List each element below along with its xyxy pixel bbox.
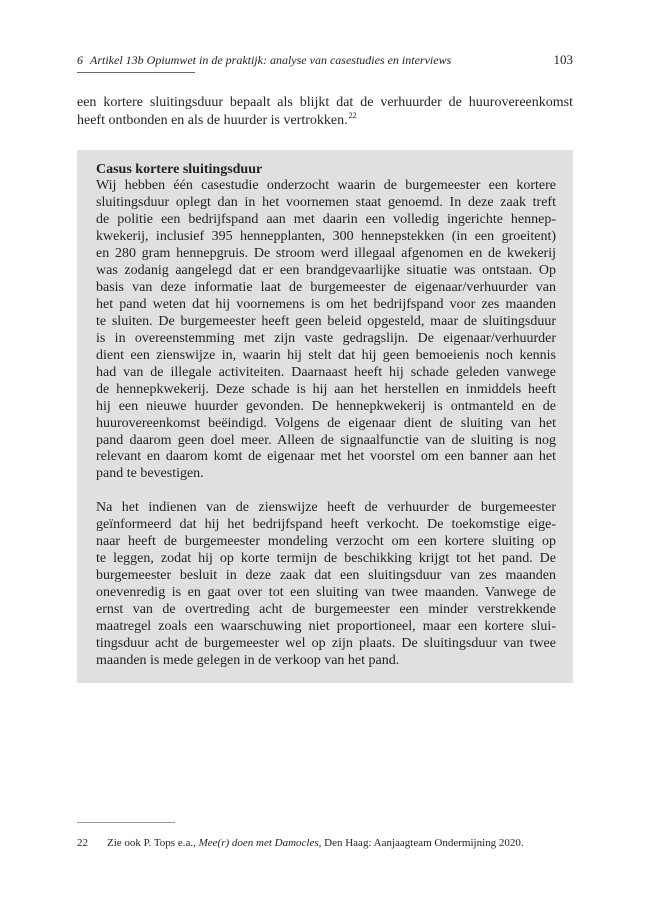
running-head xyxy=(77,52,573,68)
text-line: ernst van de overtreding acht de burgemeester een minder verstrekkende xyxy=(96,601,556,617)
running-title xyxy=(77,52,451,68)
case-paragraph xyxy=(96,178,556,483)
text-line: tingsduur acht de burgemeester wel op zijn plaats. De sluitingsduur van twee xyxy=(96,635,556,651)
footnote-cited-title: Mee(r) doen met Damocles, xyxy=(198,837,322,849)
text-line: onevenredig is en gaat over tot een sluiting van twee maanden. Vanwege de xyxy=(96,584,556,600)
footnote xyxy=(77,836,573,850)
text-line: hij een nieuwe huurder gevonden. De hennepkwekerij is ontmanteld en de xyxy=(96,398,556,414)
text-line: maanden is mede gelegen in de verkoop van het pand. xyxy=(96,652,400,668)
text-line: geïnformeerd dat hij het bedrijfspand heeft verkocht. De toekomstige eige- xyxy=(96,517,556,533)
text-line: de politie een bedrijfspand aan met daarin een volledig ingerichte hennep- xyxy=(96,212,556,228)
footnote-text xyxy=(107,836,524,850)
text-line: pand daarom geen doel meer. Alleen de signaalfunctie van de sluiting is nog xyxy=(96,432,556,448)
footnote-separator xyxy=(77,822,175,823)
text-line: pand te bevestigen. xyxy=(96,466,204,482)
running-title-text: Artikel 13b Opiumwet in de praktijk: analyse van casestudies en interviews xyxy=(90,53,452,67)
footnote-reference: 22 xyxy=(348,111,357,121)
text-line: kwekerij, inclusief 395 hennepplanten, 300 hennepstekken (in een groeitent) xyxy=(96,229,556,245)
text-line: Wij hebben één casestudie onderzocht waarin de burgemeester een kortere xyxy=(96,178,556,194)
text-line: te sluiten. De burgemeester heeft geen beleid opgesteld, maar de sluitingsduur xyxy=(96,313,556,329)
text-line: burgemeester besluit in deze zaak dat een sluitingsduur van zes maanden xyxy=(96,567,556,583)
text-line: dient een zienswijze in, waarin hij stelt dat hij geen bemoeienis noch kennis xyxy=(96,347,556,363)
text-line: de hennepkwekerij. Deze schade is hij aan het herstellen en inmiddels heeft xyxy=(96,381,556,397)
text-line: was zodanig aangelegd dat er een brandgevaarlijke situatie was ontstaan. Op xyxy=(96,263,556,279)
text-line: en 280 gram hennepgruis. De stroom werd illegaal afgenomen en de kwekerij xyxy=(96,246,556,262)
case-title: Casus kortere sluitingsduur xyxy=(96,161,263,177)
header-rule xyxy=(77,72,195,73)
footnote-number: 22 xyxy=(77,837,88,849)
intro-paragraph xyxy=(77,94,573,130)
text-line: het pand weten dat hij voornemens is om het bedrijfspand voor zes maanden xyxy=(96,297,556,312)
text-line: te leggen, zodat hij op korte termijn de beschikking krijgt tot het pand. De xyxy=(96,551,556,567)
text-line: is in overeenstemming met zijn vaste gedragslijn. De eigenaar/verhuurder xyxy=(96,330,556,346)
text-line-content: heeft ontbonden en als de huurder is vertrokken. xyxy=(77,113,348,128)
case-content xyxy=(96,162,556,670)
text-line: relevant en daarom komt de eigenaar met het voorstel om een banner aan het xyxy=(96,449,556,465)
text-line: had van de illegale activiteiten. Daarnaast heeft hij schade geleden vanwege xyxy=(96,364,556,380)
chapter-number: 6 xyxy=(77,53,83,67)
text-line: een kortere sluitingsduur bepaalt als blijkt dat de verhuurder de huurovereenkomst xyxy=(77,95,573,110)
text-line: sluitingsduur oplegt dan in het voornemen staat genoemd. In deze zaak treft xyxy=(96,195,556,211)
page-number: 103 xyxy=(553,52,573,67)
case-box xyxy=(77,150,573,683)
footnote-text-after: Den Haag: Aanjaagteam Ondermijning 2020. xyxy=(321,837,524,849)
footnote-text-before: Zie ook P. Tops e.a., xyxy=(107,837,199,849)
text-line xyxy=(77,112,573,130)
text-line: Na het indienen van de zienswijze heeft de verhuurder de burgemeester xyxy=(96,500,556,516)
text-line: naar heeft de burgemeester mondeling verzocht om een kortere sluiting op xyxy=(96,534,556,550)
case-paragraph xyxy=(96,500,556,669)
text-line: huurovereenkomst beëindigd. Volgens de eigenaar dient de sluiting van het xyxy=(96,415,556,431)
text-line: basis van deze informatie laat de burgemeester de eigenaar/verhuurder van xyxy=(96,280,556,296)
text-line: maatregel zoals een waarschuwing niet proportioneel, maar een kortere slui- xyxy=(96,618,556,634)
